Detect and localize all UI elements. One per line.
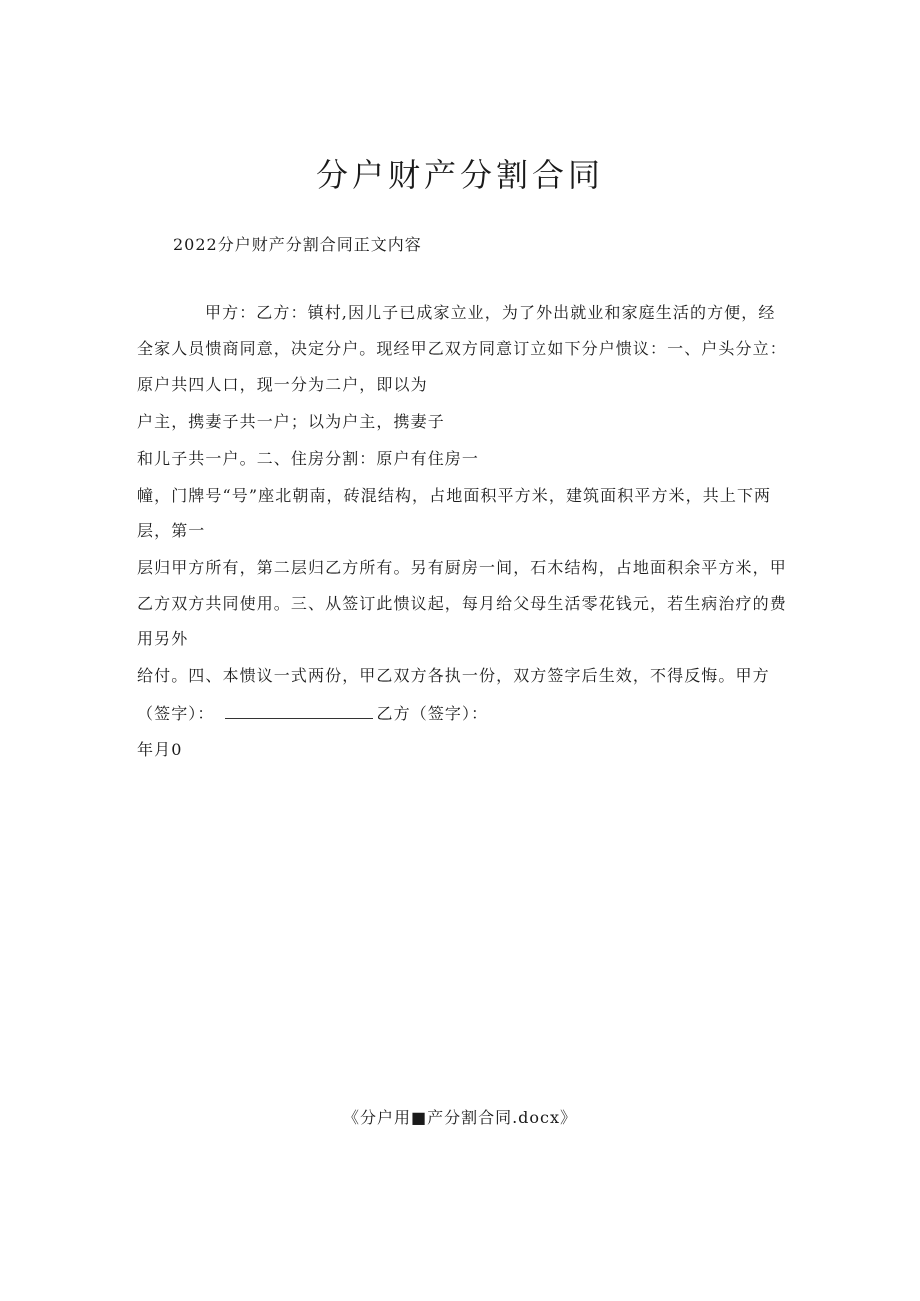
date-line: 年月0 (137, 740, 183, 759)
body-line-4: 户主，携妻子共一户；以为户主，携妻子 (137, 412, 445, 431)
body-line-7: 层，第一 (137, 521, 206, 540)
document-title: 分户财产分割合同 (315, 156, 604, 194)
signature-party-a-label: （签字）： (137, 704, 215, 723)
signature-blank (225, 704, 373, 719)
body-line-1: 甲方：乙方：镇村,因儿子已成家立业，为了外出就业和家庭生活的方便，经 (205, 303, 776, 322)
body-line-5: 和儿子共一户。二、住房分割：原户有住房一 (137, 449, 480, 468)
body-line-8: 层归甲方所有，第二层归乙方所有。另有厨房一间，石木结构，占地面积余平方米，甲 (137, 558, 787, 577)
document-filename: 《分户用■产分割合同.docx》 (342, 1108, 578, 1127)
body-line-3: 原户共四人口，现一分为二户，即以为 (137, 375, 428, 394)
body-line-10: 用另外 (137, 629, 189, 648)
body-line-11: 给付。四、本愦议一式两份，甲乙双方各执一份，双方签字后生效，不得反悔。甲方 (137, 666, 770, 685)
document-subtitle: 2022分户财产分割合同正文内容 (173, 235, 422, 254)
signature-line (137, 703, 787, 725)
signature-party-b-label: 乙方（签字）： (376, 704, 489, 723)
body-line-6: 幢，门牌号“号”座北朝南，砖混结构，占地面积平方米，建筑面积平方米，共上下两 (137, 486, 772, 505)
body-line-9: 乙方双方共同使用。三、从签订此愦议起，每月给父母生活零花钱元，若生病治疗的费 (137, 594, 787, 613)
body-line-2: 全家人员愦商同意，决定分户。现经甲乙双方同意订立如下分户愦议：一、户头分立： (137, 339, 787, 358)
